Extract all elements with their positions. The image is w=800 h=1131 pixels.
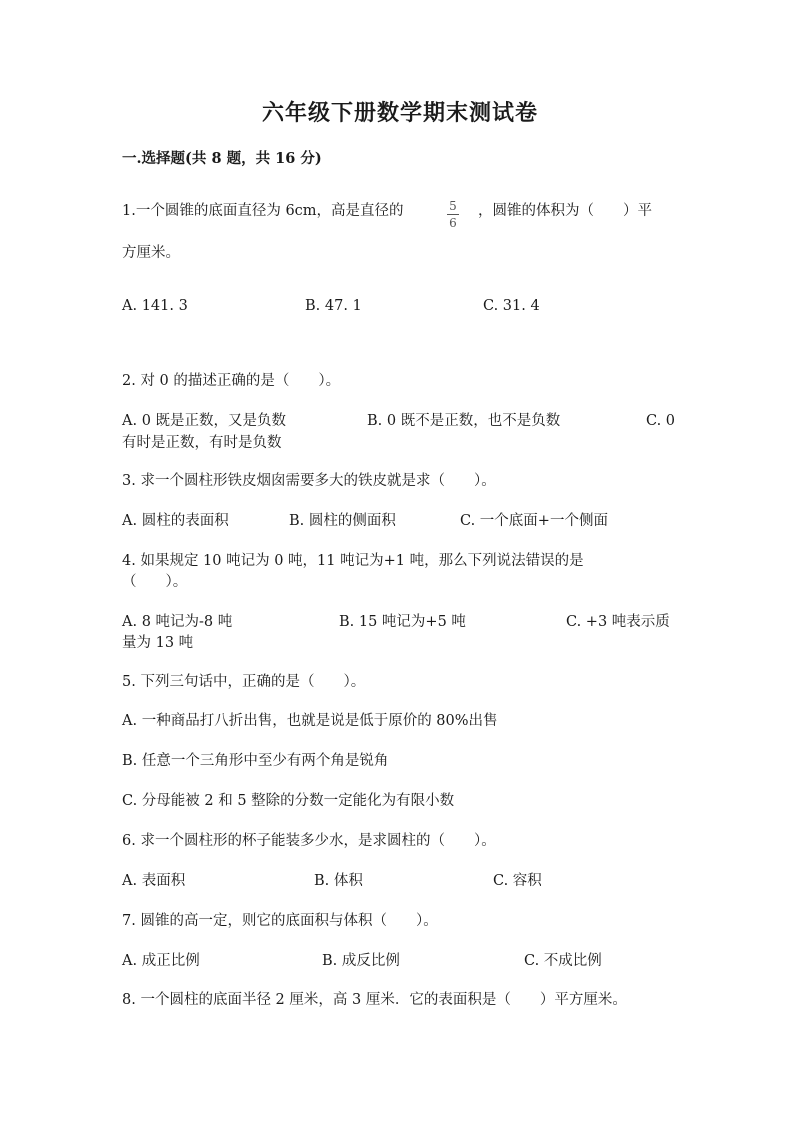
question-7-option-a: A. 成正比例: [122, 953, 200, 969]
question-6-option-b: B. 体积: [314, 873, 363, 889]
question-8-text: 8. 一个圆柱的底面半径 2 厘米，高 3 厘米．它的表面积是（ ）平方厘米。: [122, 992, 627, 1008]
fraction-denominator: 6: [449, 216, 457, 230]
question-2-option-a: A. 0 既是正数，又是负数: [122, 413, 287, 429]
question-2-option-b: B. 0 既不是正数，也不是负数: [367, 413, 561, 429]
page-title: 六年级下册数学期末测试卷: [261, 100, 538, 126]
question-1-option-c: C. 31. 4: [483, 298, 540, 314]
question-3-text: 3. 求一个圆柱形铁皮烟囱需要多大的铁皮就是求（ ）。: [122, 473, 496, 489]
question-4-option-c-wrap: 量为 13 吨: [122, 635, 194, 651]
question-2-option-c-wrap: 有时是正数，有时是负数: [122, 435, 282, 451]
question-3-option-b: B. 圆柱的侧面积: [289, 513, 396, 529]
question-6-option-a: A. 表面积: [122, 873, 186, 889]
question-1-option-a: A. 141. 3: [122, 298, 188, 314]
question-1-text-c: 方厘米。: [122, 245, 180, 261]
question-3-option-a: A. 圆柱的表面积: [122, 513, 229, 529]
question-6-option-c: C. 容积: [493, 873, 542, 889]
question-4-text: 4. 如果规定 10 吨记为 0 吨，11 吨记为+1 吨，那么下列说法错误的是: [122, 553, 584, 569]
question-2-option-c: C. 0: [646, 413, 676, 429]
question-5-option-b: B. 任意一个三角形中至少有两个角是锐角: [122, 753, 389, 769]
section-heading: 一.选择题(共 8 题，共 16 分): [122, 150, 322, 167]
question-4-option-a: A. 8 吨记为-8 吨: [122, 614, 233, 630]
question-7-option-b: B. 成反比例: [322, 953, 400, 969]
question-7-option-c: C. 不成比例: [524, 953, 602, 969]
question-2-text: 2. 对 0 的描述正确的是（ ）。: [122, 373, 341, 389]
question-1-text-a: 1.一个圆锥的底面直径为 6cm，高是直径的: [122, 203, 404, 219]
question-4-option-b: B. 15 吨记为+5 吨: [339, 614, 466, 630]
question-1-text-b: ，圆锥的体积为（ ）平: [478, 203, 652, 219]
question-1-fraction: [441, 199, 465, 230]
question-7-text: 7. 圆锥的高一定，则它的底面积与体积（ ）。: [122, 913, 438, 929]
question-6-text: 6. 求一个圆柱形的杯子能装多少水，是求圆柱的（ ）。: [122, 833, 496, 849]
question-3-option-c: C. 一个底面+一个侧面: [460, 513, 608, 529]
fraction-numerator: 5: [449, 199, 457, 213]
question-4-text-wrap: （ ）。: [122, 574, 188, 590]
question-5-text: 5. 下列三句话中，正确的是（ ）。: [122, 674, 366, 690]
question-1-option-b: B. 47. 1: [305, 298, 362, 314]
fraction-bar: [447, 214, 459, 215]
question-4-option-c: C. +3 吨表示质: [566, 614, 670, 630]
question-5-option-c: C. 分母能被 2 和 5 整除的分数一定能化为有限小数: [122, 793, 455, 809]
question-5-option-a: A. 一种商品打八折出售，也就是说是低于原价的 80%出售: [122, 713, 498, 729]
